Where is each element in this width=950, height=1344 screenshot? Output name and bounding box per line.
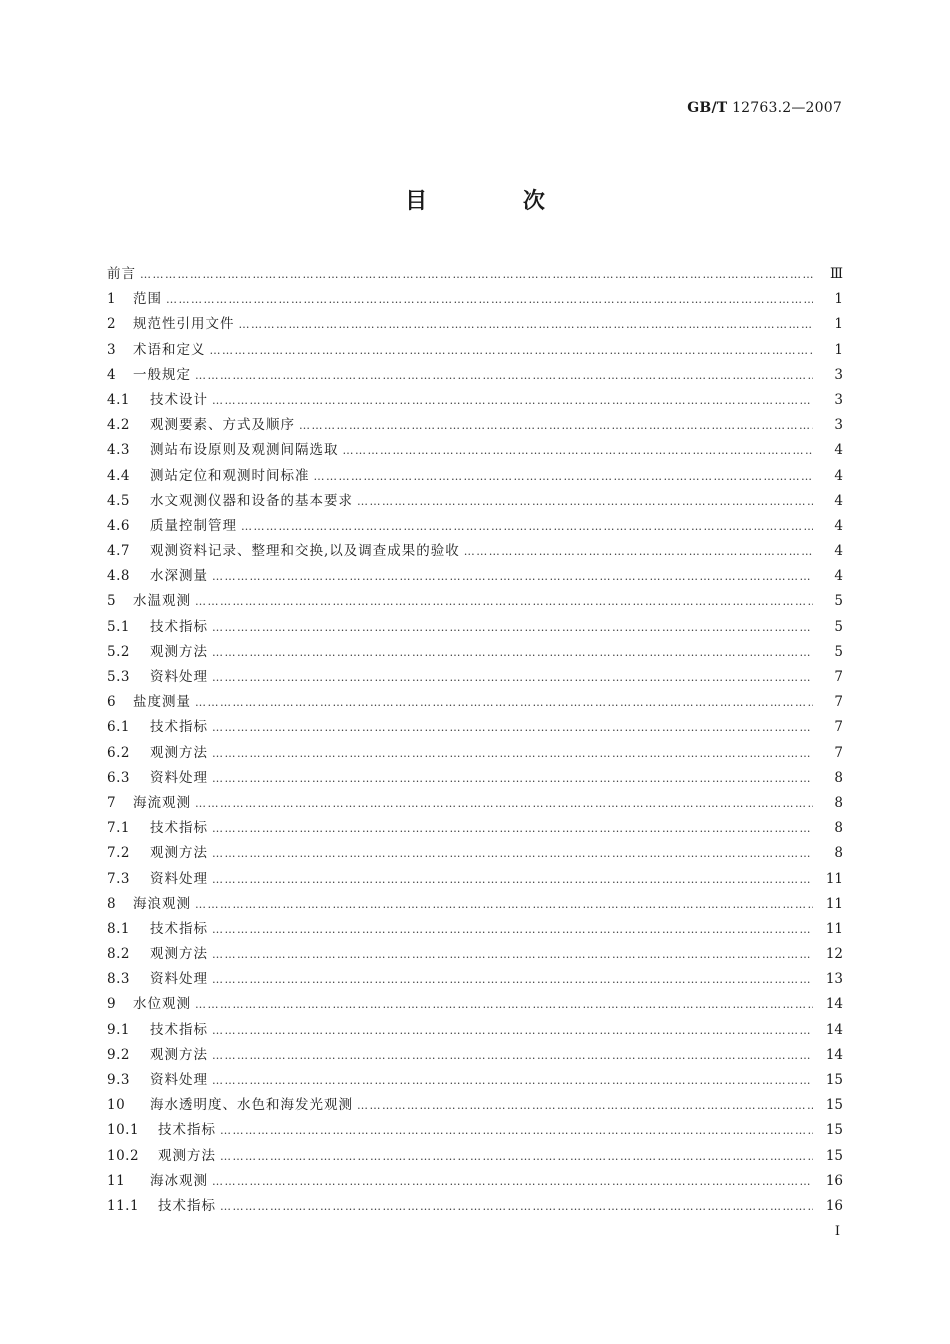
toc-leader-dots [212,741,813,766]
toc-entry-label: 一般规定 [133,366,191,383]
toc-leader-dots [140,262,813,287]
toc-entry-label: 观测方法 [150,744,208,761]
toc-entry-label: 测站定位和观测时间标准 [150,467,310,484]
toc-entry-label: 资料处理 [150,769,208,786]
toc-leader-dots [195,892,813,917]
toc-leader-dots [314,464,814,489]
toc-entry[interactable] [107,1068,843,1093]
toc-entry[interactable] [107,539,843,564]
toc-leader-dots [212,841,813,866]
toc-entry-page: 4 [834,568,843,585]
toc-entry[interactable] [107,892,843,917]
toc-entry-label: 测站布设原则及观测间隔选取 [150,442,339,459]
toc-entry[interactable] [107,690,843,715]
standard-code-number: 12763.2—2007 [732,100,842,116]
toc-entry-label: 海冰观测 [150,1172,208,1189]
toc-entry-number: 10 [107,1097,126,1114]
toc-entry-page: 11 [825,920,843,937]
toc-leader-dots [166,287,813,312]
toc-entry-page: 15 [825,1097,843,1114]
toc-entry-number: 9.1 [107,1021,130,1038]
toc-leader-dots [212,615,813,640]
toc-entry-number: 5 [107,593,117,610]
toc-entry-page: 16 [825,1197,843,1214]
toc-entry[interactable] [107,287,843,312]
toc-entry-page: 8 [834,820,843,837]
toc-entry-number: 4.3 [107,442,130,459]
toc-entry-label: 水文观测仪器和设备的基本要求 [150,492,353,509]
toc-entry-label: 海浪观测 [133,895,191,912]
toc-entry-page: 5 [834,618,843,635]
toc-entry-number: 8 [107,895,117,912]
toc-entry-label: 水位观测 [133,996,191,1013]
toc-entry-label: 观测要素、方式及顺序 [150,417,295,434]
toc-entry[interactable] [107,1169,843,1194]
toc-entry-number: 5.2 [107,643,130,660]
toc-entry-page: 3 [834,366,843,383]
toc-entry-number: 11 [107,1172,126,1189]
toc-entry-number: 7.2 [107,845,130,862]
toc-entry-number: 4.6 [107,517,130,534]
toc-leader-dots [357,1093,813,1118]
toc-leader-dots [212,766,813,791]
toc-entry-page: 8 [834,769,843,786]
toc-entry[interactable] [107,363,843,388]
toc-entry[interactable] [107,438,843,463]
toc-entry[interactable] [107,665,843,690]
toc-entry-page: 4 [834,492,843,509]
toc-leader-dots [212,640,813,665]
toc-entry[interactable] [107,942,843,967]
toc-leader-dots [212,942,813,967]
toc-entry[interactable] [107,388,843,413]
toc-leader-dots [210,338,814,363]
toc-entry-label: 技术指标 [150,1021,208,1038]
toc-entry-label: 盐度测量 [133,694,191,711]
toc-entry[interactable] [107,967,843,992]
toc-leader-dots [357,489,813,514]
toc-entry[interactable] [107,841,843,866]
toc-entry-number: 8.3 [107,971,130,988]
toc-entry-label: 观测方法 [150,845,208,862]
toc-entry-label: 范围 [133,291,162,308]
toc-entry-page: 8 [834,794,843,811]
toc-entry-number: 3 [107,341,117,358]
toc-leader-dots [195,363,813,388]
toc-entry-label: 海流观测 [133,794,191,811]
toc-entry-number: 4.8 [107,568,130,585]
toc-entry-page: 16 [825,1172,843,1189]
toc-entry-number: 7 [107,794,117,811]
toc-entry-label: 技术指标 [150,820,208,837]
toc-leader-dots [343,438,814,463]
toc-entry[interactable] [107,413,843,438]
toc-entry-page: 4 [834,543,843,560]
toc-entry-page: 12 [825,946,843,963]
toc-leader-dots [212,816,813,841]
toc-entry-number: 4.4 [107,467,130,484]
toc-entry[interactable] [107,312,843,337]
toc-entry-number: 7.1 [107,820,130,837]
toc-entry-label: 资料处理 [150,971,208,988]
toc-entry[interactable] [107,992,843,1017]
toc-entry-number: 6.2 [107,744,130,761]
toc-entry-page: 15 [825,1147,843,1164]
toc-entry[interactable] [107,1093,843,1118]
toc-entry-label: 资料处理 [150,870,208,887]
toc-leader-dots [299,413,813,438]
toc-entry-label: 观测方法 [150,643,208,660]
toc-entry[interactable] [107,589,843,614]
toc-entry[interactable] [107,1118,843,1143]
toc-entry-label: 观测方法 [150,1046,208,1063]
toc-entry-number: 4.2 [107,417,130,434]
toc-entry-number: 9 [107,996,117,1013]
toc-leader-dots [239,312,814,337]
toc-entry-page: 7 [834,694,843,711]
toc-entry-number: 5.1 [107,618,130,635]
toc-entry-number: 8.1 [107,920,130,937]
toc-leader-dots [212,388,813,413]
toc-entry-page: 5 [834,593,843,610]
toc-entry-page: 3 [834,391,843,408]
toc-entry[interactable] [107,564,843,589]
toc-entry-label: 术语和定义 [133,341,206,358]
toc-entry[interactable] [107,816,843,841]
page-title: 目 次 [405,189,589,214]
toc-leader-dots [212,564,813,589]
toc-leader-dots [212,917,813,942]
standard-code-prefix: GB/T [687,100,728,116]
toc-entry-label: 观测方法 [158,1147,216,1164]
toc-entry-label: 水深测量 [150,568,208,585]
toc-entry-number: 4 [107,366,117,383]
toc-leader-dots [220,1144,813,1169]
toc-entry-label: 技术指标 [150,920,208,937]
toc-entry-page: 13 [825,971,843,988]
toc-entry-label: 前言 [107,266,136,282]
toc-entry-page: 1 [834,341,843,358]
page-number: I [834,1224,840,1239]
toc-entry-number: 4.7 [107,543,130,560]
toc-entry[interactable] [107,1144,843,1169]
toc-leader-dots [212,1068,813,1093]
toc-entry-page: 3 [834,417,843,434]
toc-leader-dots [212,867,813,892]
toc-entry-label: 技术指标 [158,1197,216,1214]
toc-entry[interactable] [107,338,843,363]
toc-entry-page: 5 [834,643,843,660]
toc-entry[interactable] [107,514,843,539]
toc-entry-page: 4 [834,467,843,484]
toc-leader-dots [195,992,813,1017]
toc-leader-dots [220,1118,813,1143]
toc-entry[interactable] [107,741,843,766]
toc-entry-number: 4.1 [107,391,130,408]
toc-entry-label: 技术指标 [158,1122,216,1139]
toc-entry-label: 观测资料记录、整理和交换,以及调查成果的验收 [150,543,460,560]
toc-entry-page: 14 [825,996,843,1013]
toc-entry-page: Ⅲ [829,266,843,282]
toc-leader-dots [464,539,813,564]
toc-leader-dots [212,1018,813,1043]
toc-entry[interactable] [107,262,843,287]
toc-entry-page: 1 [834,316,843,333]
toc-entry-page: 4 [834,442,843,459]
toc-entry-number: 9.2 [107,1046,130,1063]
toc-entry-number: 8.2 [107,946,130,963]
toc-entry-page: 4 [834,517,843,534]
toc-entry-page: 11 [825,895,843,912]
toc-leader-dots [212,967,813,992]
toc-entry[interactable] [107,917,843,942]
toc-entry-number: 2 [107,316,117,333]
toc-entry-number: 10.1 [107,1122,140,1139]
toc-entry-number: 1 [107,291,117,308]
toc-entry[interactable] [107,791,843,816]
toc-entry-number: 6.1 [107,719,130,736]
toc-entry-label: 技术指标 [150,719,208,736]
toc-entry[interactable] [107,464,843,489]
toc-leader-dots [241,514,813,539]
toc-entry-page: 8 [834,845,843,862]
toc-leader-dots [212,1169,813,1194]
toc-entry-label: 资料处理 [150,669,208,685]
toc-leader-dots [220,1194,813,1219]
toc-entry-page: 7 [834,744,843,761]
toc-entry[interactable] [107,867,843,892]
toc-leader-dots [195,589,813,614]
toc-entry-page: 14 [825,1046,843,1063]
toc-entry-label: 技术设计 [150,391,208,408]
toc-entry-page: 7 [834,669,843,685]
toc-entry-label: 海水透明度、水色和海发光观测 [150,1097,353,1114]
toc-entry-number: 4.5 [107,492,130,509]
toc-entry-page: 1 [834,291,843,308]
toc-entry[interactable] [107,766,843,791]
toc-entry-number: 7.3 [107,870,130,887]
toc-entry[interactable] [107,640,843,665]
toc-leader-dots [195,690,813,715]
toc-entry-label: 资料处理 [150,1072,208,1088]
toc-entry-page: 7 [834,719,843,736]
toc-entry-number: 9.3 [107,1072,130,1088]
toc-entry-page: 15 [825,1122,843,1139]
toc-entry[interactable] [107,615,843,640]
toc-entry[interactable] [107,1043,843,1068]
toc-entry-label: 规范性引用文件 [133,316,235,333]
toc-leader-dots [212,665,813,690]
toc-entry-number: 11.1 [107,1197,140,1214]
toc-entry-label: 质量控制管理 [150,517,237,534]
toc-entry[interactable] [107,1018,843,1043]
toc-entry[interactable] [107,715,843,740]
toc-leader-dots [212,715,813,740]
toc-entry-number: 6.3 [107,769,130,786]
toc-entry-page: 14 [825,1021,843,1038]
toc-entry-number: 6 [107,694,117,711]
toc-entry[interactable] [107,1194,843,1219]
toc-entry-label: 观测方法 [150,946,208,963]
toc-leader-dots [212,1043,813,1068]
toc-entry[interactable] [107,489,843,514]
table-of-contents [107,262,843,1219]
toc-entry-page: 15 [825,1072,843,1088]
toc-leader-dots [195,791,813,816]
toc-entry-page: 11 [825,870,843,887]
toc-entry-number: 10.2 [107,1147,140,1164]
toc-entry-label: 技术指标 [150,618,208,635]
toc-entry-label: 水温观测 [133,593,191,610]
toc-entry-number: 5.3 [107,669,130,685]
standard-code [687,100,842,116]
